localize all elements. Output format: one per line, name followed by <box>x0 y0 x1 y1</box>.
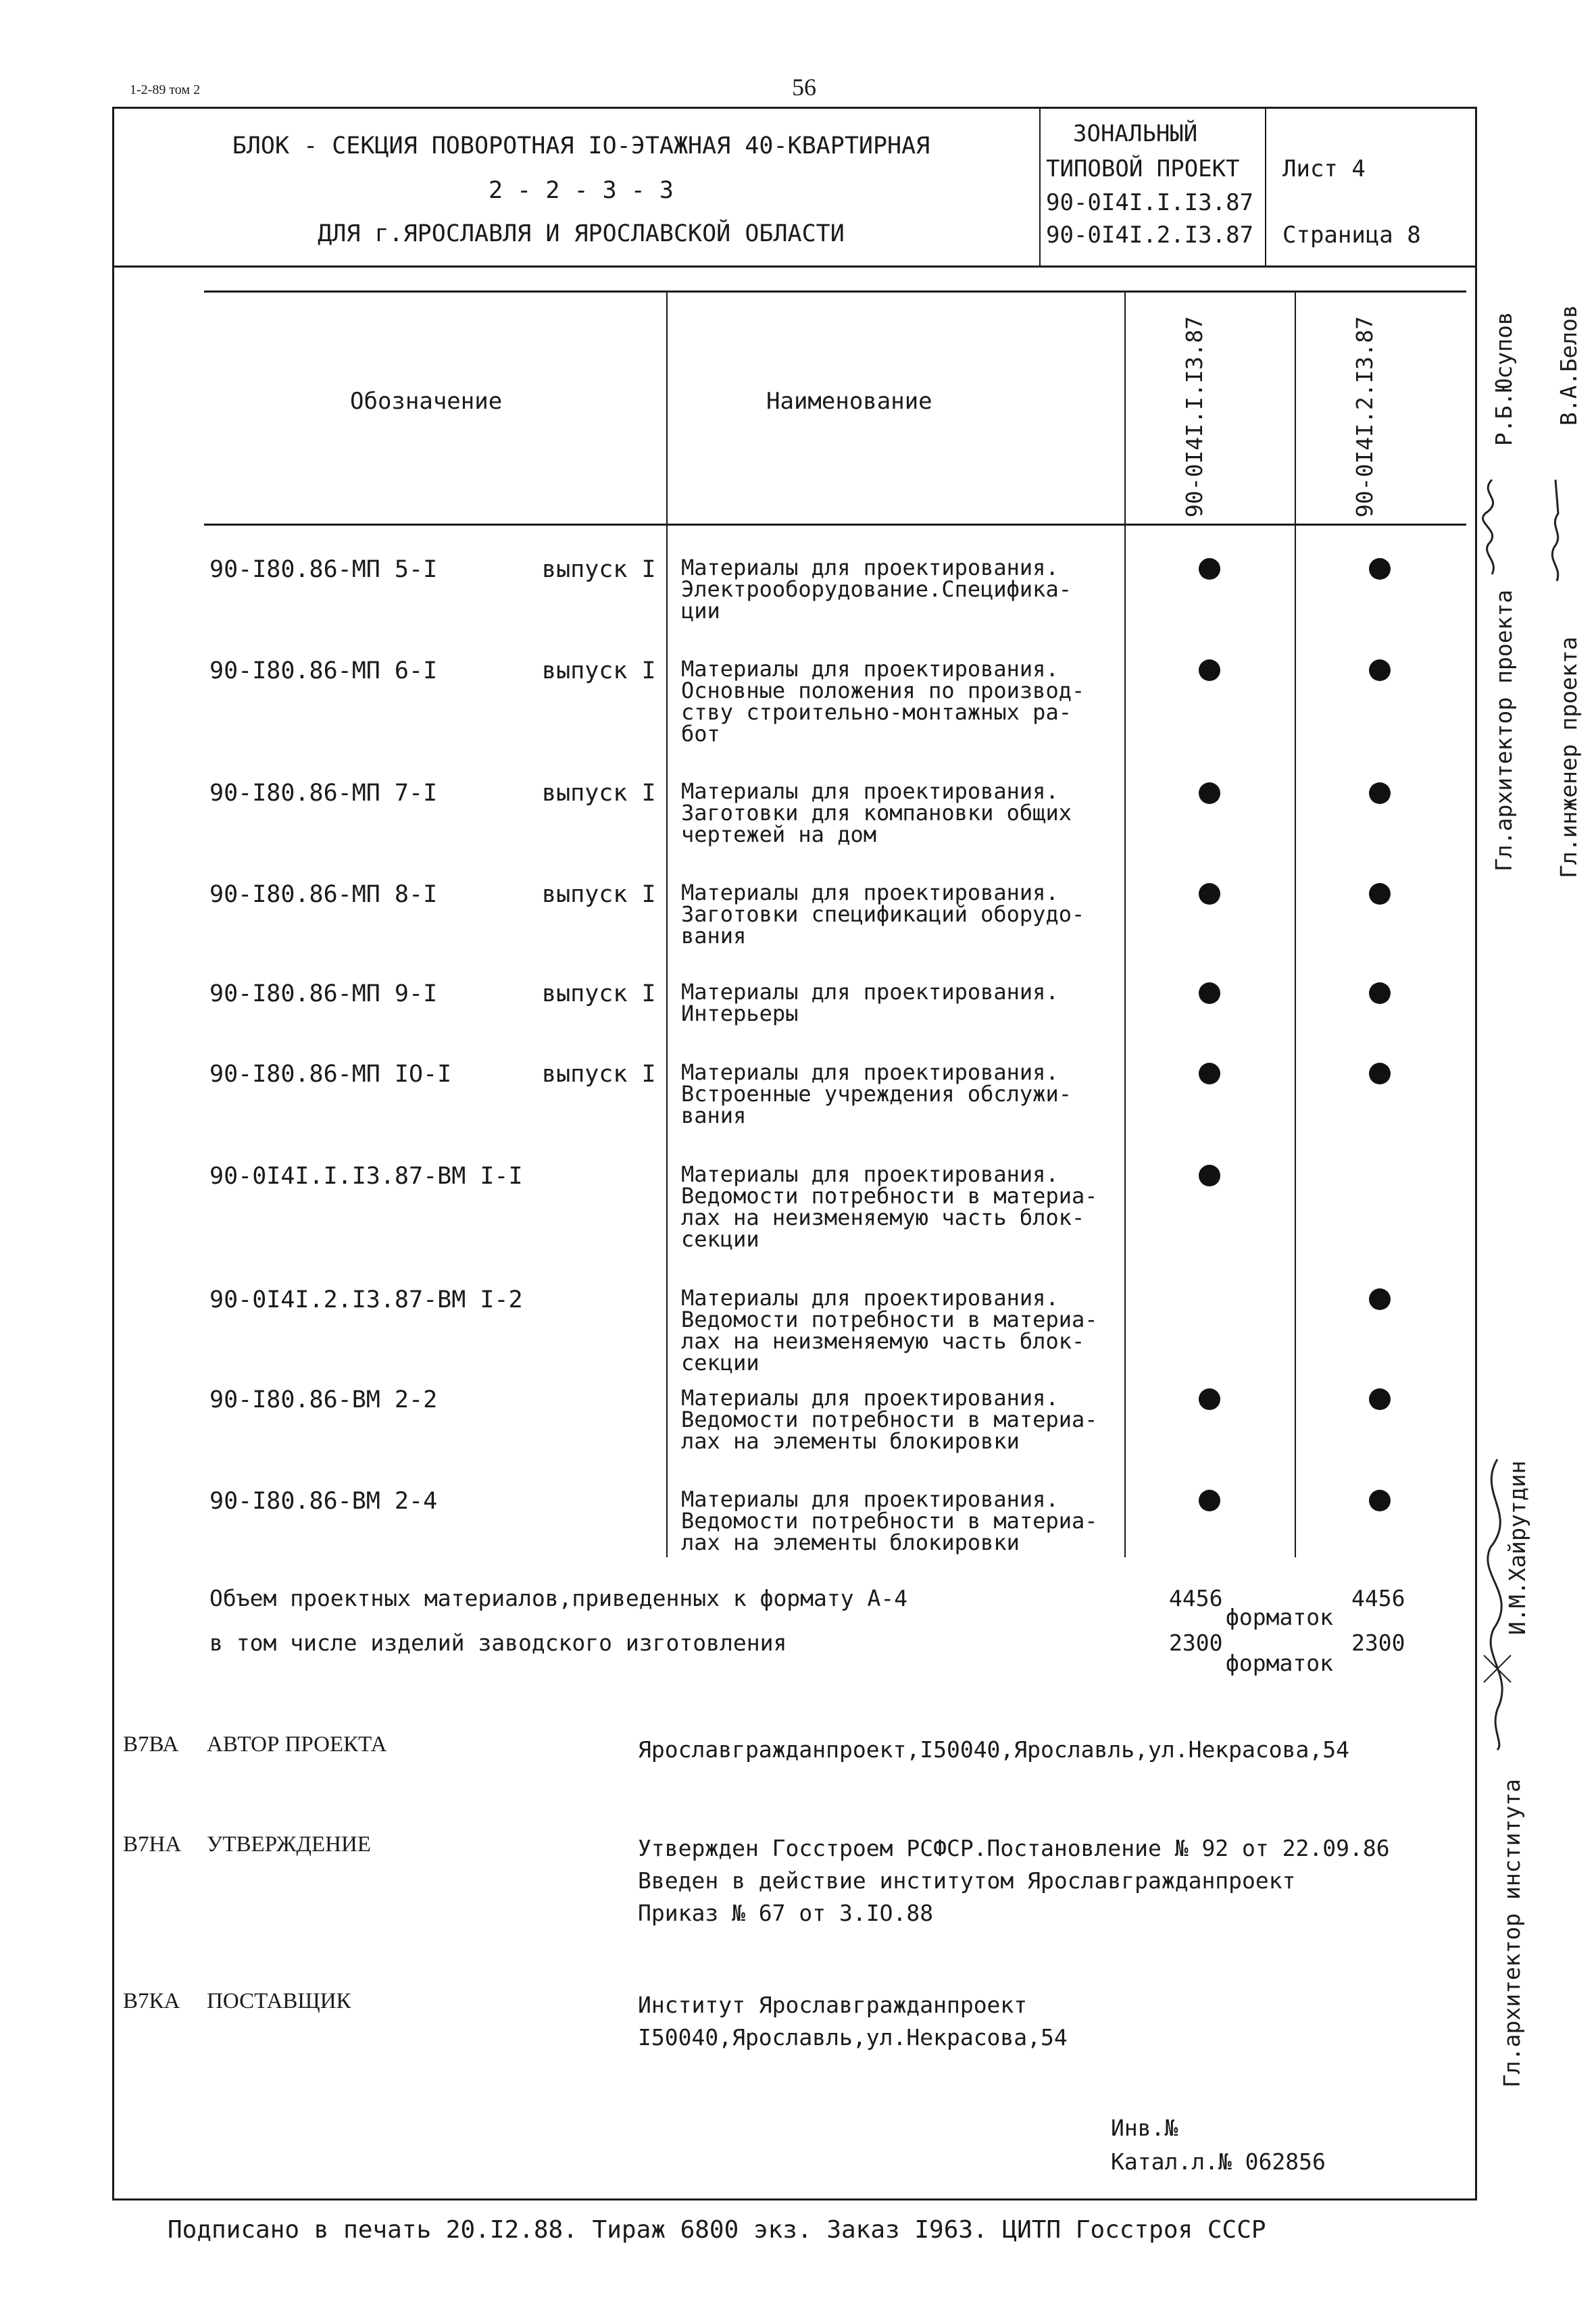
applicability-dot <box>1199 782 1220 804</box>
column-header-name: Наименование <box>766 388 932 415</box>
factory-unit: форматок <box>1226 1650 1333 1676</box>
applicability-dot <box>1369 1490 1391 1511</box>
row-4-name: Материалы для проектирования. Заготовки спецификаций оборудо- вания <box>681 880 1085 949</box>
title-line-3: ДЛЯ г.ЯРОСЛАВЛЯ И ЯРОСЛАВСКОЙ ОБЛАСТИ <box>318 220 845 247</box>
row-6-designation: 90-I80.86-МП IO-I <box>209 1061 452 1088</box>
volume-label: Объем проектных материалов,приведенных к формату А-4 <box>209 1585 908 1611</box>
factory-project-2: 2300 <box>1351 1630 1405 1656</box>
supplier-label: ПОСТАВЩИК <box>207 1989 351 2013</box>
table-top-rule <box>204 291 1466 293</box>
frame-bottom <box>112 2198 1477 2200</box>
row-1-name: Материалы для проектирования. Электрооборудование.Специфика- ции <box>681 555 1072 624</box>
signature-architect-institute <box>1470 1453 1524 1757</box>
project-number-1: 90-0I4I.I.I3.87 <box>1046 189 1254 216</box>
applicability-dot <box>1199 1388 1220 1410</box>
project-label-2: ТИПОВОЙ ПРОЕКТ <box>1046 155 1240 182</box>
frame-left <box>112 107 114 2200</box>
author-code: В7ВА <box>123 1732 179 1757</box>
row-3-release: выпуск I <box>542 780 656 807</box>
row-2-name: Материалы для проектирования. Основные положения по производ- ству строительно-монтажных ра- бот <box>681 656 1085 747</box>
row-5-name: Материалы для проектирования. Интерьеры <box>681 979 1059 1026</box>
approval-code: В7НА <box>123 1832 182 1857</box>
chief-engineer-project-label: Гл.инженер проекта <box>1555 636 1582 878</box>
applicability-dot <box>1369 1388 1391 1410</box>
row-1-release: выпуск I <box>542 556 656 583</box>
chief-architect-project-label: Гл.архитектор проекта <box>1491 589 1517 872</box>
row-7-name: Материалы для проектирования. Ведомости потребности в материа- лах на неизменяемую часть блок- секции <box>681 1161 1098 1252</box>
catalog-number: Катал.л.№ 062856 <box>1111 2148 1326 2175</box>
row-6-release: выпуск I <box>542 1061 656 1088</box>
applicability-dot <box>1199 1063 1220 1084</box>
applicability-dot <box>1369 1063 1391 1084</box>
row-2-release: выпуск I <box>542 657 656 684</box>
applicability-dot <box>1369 782 1391 804</box>
row-7-designation: 90-0I4I.I.I3.87-ВМ I-I <box>209 1163 523 1190</box>
supplier-value: Институт Ярославгражданпроект I50040,Ярославль,ул.Некрасова,54 <box>638 1992 1068 2051</box>
row-3-name: Материалы для проектирования. Заготовки для компановки общих чертежей на дом <box>681 778 1072 847</box>
row-2-designation: 90-I80.86-МП 6-I <box>209 657 438 684</box>
document-code: 1-2-89 том 2 <box>130 82 201 97</box>
volume-project-1: 4456 <box>1169 1585 1223 1611</box>
table-header-rule <box>204 524 1466 526</box>
project-label-1: ЗОНАЛЬНЫЙ <box>1073 120 1198 147</box>
row-5-release: выпуск I <box>542 980 656 1007</box>
row-4-designation: 90-I80.86-МП 8-I <box>209 881 438 908</box>
column-header-project-2: 90-0I4I.2.I3.87 <box>1351 316 1378 518</box>
applicability-dot <box>1199 1165 1220 1186</box>
title-line-2: 2 - 2 - 3 - 3 <box>489 177 674 204</box>
page-number: 56 <box>792 74 816 101</box>
print-footer: Подписано в печать 20.I2.88. Тираж 6800 экз. Заказ I963. ЦИТП Госстроя СССР <box>168 2216 1266 2244</box>
column-header-designation: Обозначение <box>350 388 503 415</box>
factory-project-1: 2300 <box>1169 1630 1223 1656</box>
row-5-designation: 90-I80.86-МП 9-I <box>209 980 438 1007</box>
signature-architect-project <box>1472 473 1512 581</box>
supplier-code: В7КА <box>123 1989 180 2013</box>
applicability-dot <box>1199 659 1220 681</box>
row-8-name: Материалы для проектирования. Ведомости потребности в материа- лах на неизменяемую часть блок- секции <box>681 1285 1098 1376</box>
row-1-designation: 90-I80.86-МП 5-I <box>209 556 438 583</box>
frame-right <box>1475 107 1477 2200</box>
author-value: Ярославгражданпроект,I50040,Ярославль,ул.Некрасова,54 <box>638 1736 1349 1763</box>
row-6-name: Материалы для проектирования. Встроенные учреждения обслужи- вания <box>681 1059 1072 1128</box>
applicability-dot <box>1199 1490 1220 1511</box>
row-9-designation: 90-I80.86-ВМ 2-2 <box>209 1386 438 1413</box>
applicability-dot <box>1369 982 1391 1004</box>
title-bottom-rule <box>112 266 1476 268</box>
applicability-dot <box>1199 558 1220 580</box>
row-10-designation: 90-I80.86-ВМ 2-4 <box>209 1488 438 1515</box>
applicability-dot <box>1199 982 1220 1004</box>
row-8-designation: 90-0I4I.2.I3.87-ВМ I-2 <box>209 1286 523 1313</box>
project-number-2: 90-0I4I.2.I3.87 <box>1046 222 1254 249</box>
row-10-name: Материалы для проектирования. Ведомости потребности в материа- лах на элементы блокировки <box>681 1486 1098 1555</box>
factory-label: в том числе изделий заводского изготовления <box>209 1630 787 1656</box>
applicability-dot <box>1369 659 1391 681</box>
column-header-project-1: 90-0I4I.I.I3.87 <box>1181 316 1207 518</box>
chief-architect-institute-name: И.М.Хайрутдин <box>1504 1460 1530 1635</box>
row-3-designation: 90-I80.86-МП 7-I <box>209 780 438 807</box>
applicability-dot <box>1199 883 1220 905</box>
approval-value: Утвержден Госстроем РСФСР.Постановление № 92 от 22.09.86 Введен в действие институтом Ярославгражданпроект Приказ № 67 от 3.IO.88 <box>638 1835 1390 1926</box>
author-label: АВТОР ПРОЕКТА <box>207 1732 387 1757</box>
applicability-dot <box>1369 1288 1391 1310</box>
row-4-release: выпуск I <box>542 881 656 908</box>
page-count: Страница 8 <box>1282 222 1421 249</box>
sheet-number: Лист 4 <box>1282 155 1366 182</box>
title-divider-1 <box>1039 107 1041 266</box>
applicability-dot <box>1369 883 1391 905</box>
applicability-dot <box>1369 558 1391 580</box>
inventory-number: Инв.№ <box>1111 2115 1178 2141</box>
chief-architect-project-name: Р.Б.Юсупов <box>1491 311 1517 446</box>
row-9-name: Материалы для проектирования. Ведомости потребности в материа- лах на элементы блокировки <box>681 1385 1098 1454</box>
table-col-divider-3 <box>1295 291 1296 1557</box>
chief-architect-institute-label: Гл.архитектор института <box>1499 1779 1525 2088</box>
title-line-1: БЛОК - СЕКЦИЯ ПОВОРОТНАЯ IO-ЭТАЖНАЯ 40-КВАРТИРНАЯ <box>232 132 930 159</box>
title-divider-2 <box>1265 107 1266 266</box>
approval-label: УТВЕРЖДЕНИЕ <box>207 1832 371 1857</box>
signature-engineer-project <box>1535 473 1576 588</box>
chief-engineer-project-name: В.А.Белов <box>1555 305 1582 426</box>
volume-project-2: 4456 <box>1351 1585 1405 1611</box>
volume-unit: форматок <box>1226 1604 1333 1630</box>
frame-top <box>112 107 1476 109</box>
table-col-divider-1 <box>666 291 668 1557</box>
